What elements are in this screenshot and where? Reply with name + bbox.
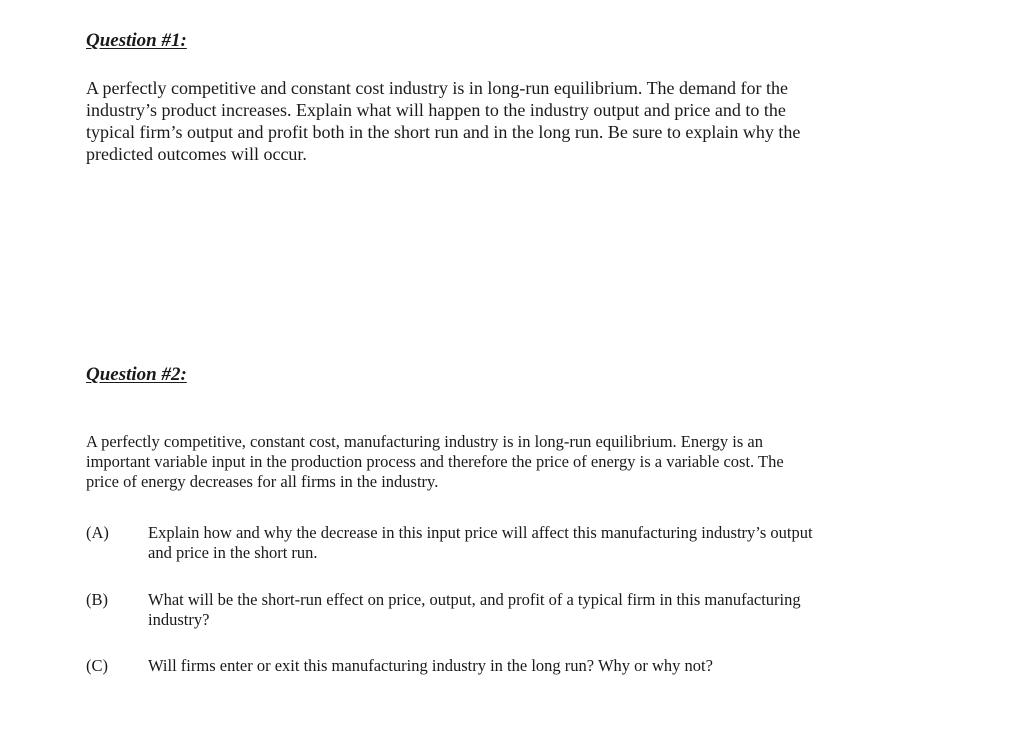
item-marker: (C): [86, 656, 108, 675]
item-text: [148, 656, 713, 676]
item-text: [148, 590, 801, 630]
question-1-heading: Question #1:: [86, 30, 187, 51]
question-2-heading: Question #2:: [86, 364, 187, 385]
item-line: Will firms enter or exit this manufacturing industry in the long run? Why or why not?: [148, 656, 713, 675]
item-marker: (B): [86, 590, 108, 609]
item-line: What will be the short-run effect on price, output, and profit of a typical firm in this manufacturing: [148, 590, 801, 609]
question-2-line: A perfectly competitive, constant cost, manufacturing industry is in long-run equilibrium. Energy is an: [86, 432, 763, 451]
question-2-line: price of energy decreases for all firms in the industry.: [86, 472, 439, 491]
question-1-line: predicted outcomes will occur.: [86, 144, 307, 164]
question-1-line: typical firm’s output and profit both in the short run and in the long run. Be sure to explain why the: [86, 122, 801, 142]
question-1-line: industry’s product increases. Explain what will happen to the industry output and price and to the: [86, 100, 786, 120]
item-text: [148, 523, 813, 563]
item-line: industry?: [148, 610, 210, 629]
question-2-line: important variable input in the production process and therefore the price of energy is a variable cost. The: [86, 452, 784, 471]
item-line: Explain how and why the decrease in this input price will affect this manufacturing industry’s output: [148, 523, 813, 542]
item-marker: (A): [86, 523, 109, 542]
question-2-text: [86, 432, 784, 492]
question-1-line: A perfectly competitive and constant cost industry is in long-run equilibrium. The demand for the: [86, 78, 789, 98]
item-line: and price in the short run.: [148, 543, 318, 562]
question-1-text: [86, 77, 800, 165]
